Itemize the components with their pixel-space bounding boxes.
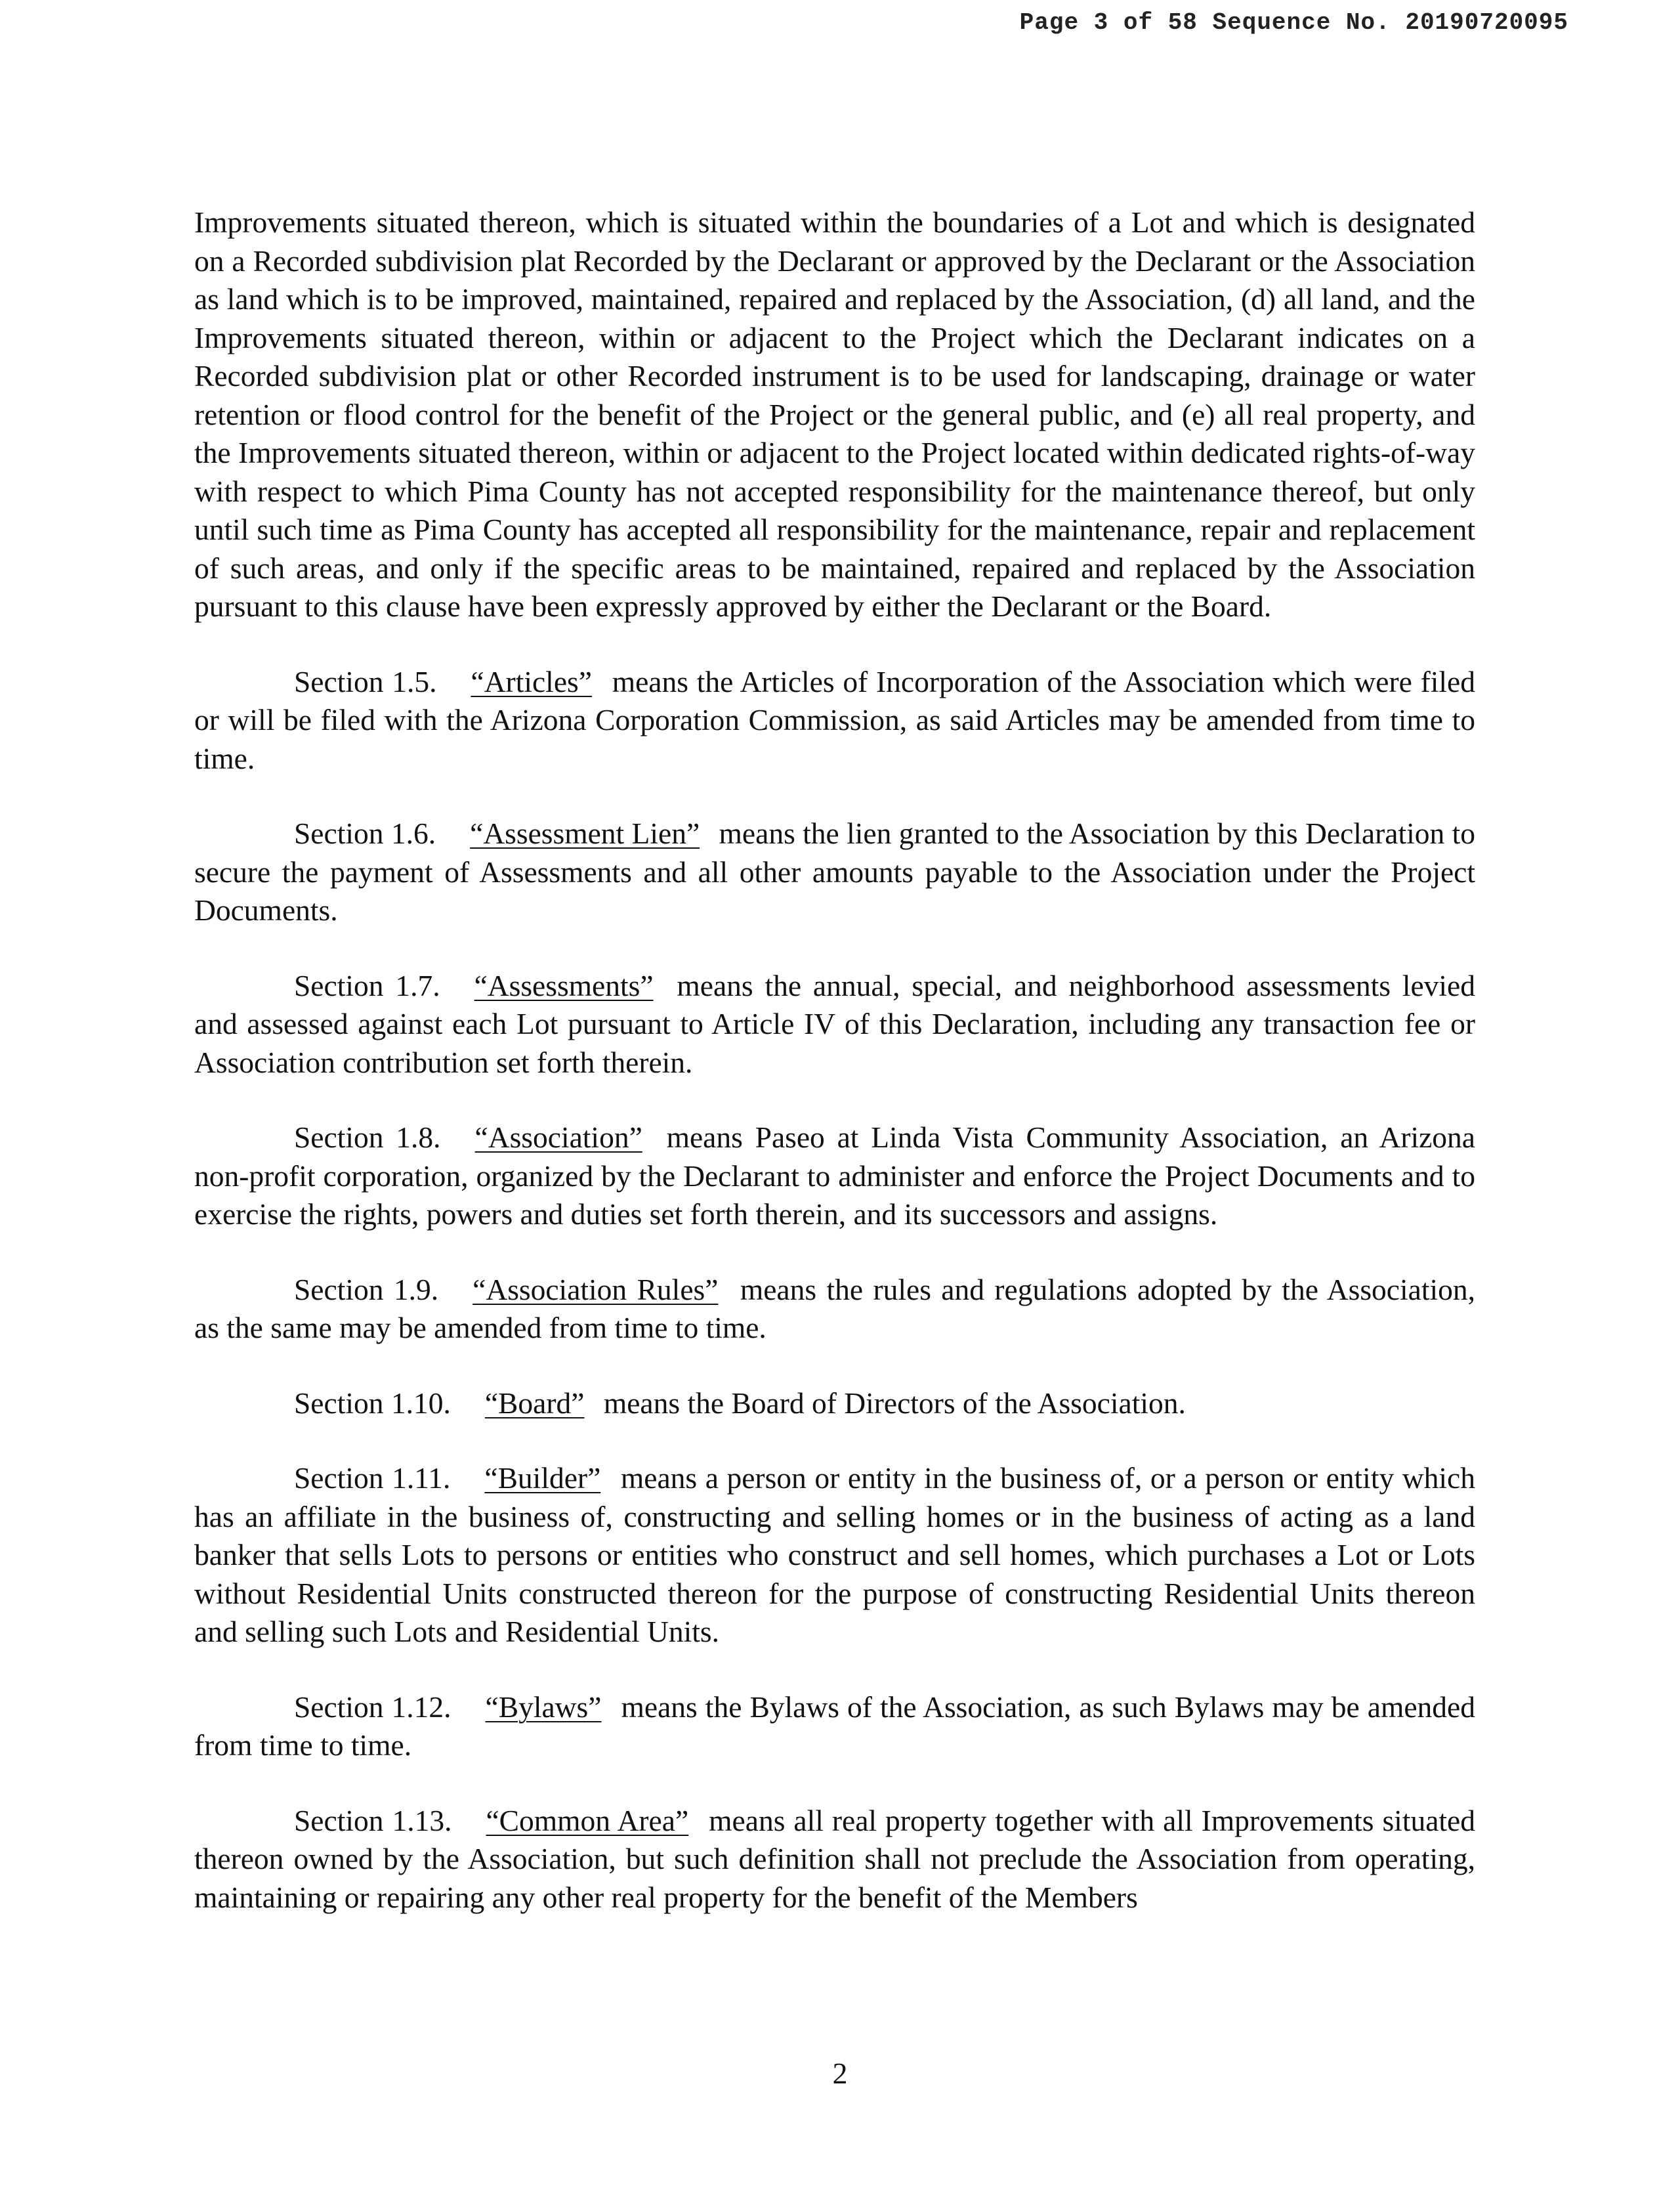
section-number: Section 1.13. bbox=[294, 1803, 452, 1837]
section-1-12 bbox=[194, 1688, 1475, 1765]
defined-term: “Common Area” bbox=[486, 1803, 689, 1837]
section-1-13 bbox=[194, 1802, 1475, 1917]
page-number: 2 bbox=[832, 2056, 848, 2090]
section-1-8 bbox=[194, 1119, 1475, 1234]
defined-term: “Board” bbox=[484, 1386, 585, 1420]
section-number: Section 1.7. bbox=[294, 968, 440, 1002]
intro-paragraph: Improvements situated thereon, which is situated within the boundaries of a Lot and which is designated on a Recorded subdivision plat Recorded by the Declarant or approved by the Declarant or the Association as land which is to be improved, maintained, repaired and replaced by the Association, (d) all land, and the Improvements situated thereon, within or adjacent to the Project which the Declarant indicates on a Recorded subdivision plat or other Recorded instrument is to be used for landscaping, drainage or water retention or flood control for the benefit of the Project or the general public, and (e) all real property, and the Improvements situated thereon, within or adjacent to the Project located within dedicated rights-of-way with respect to which Pima County has not accepted responsibility for the maintenance thereof, but only until such time as Pima County has accepted all responsibility for the maintenance, repair and replacement of such areas, and only if the specific areas to be maintained, repaired and replaced by the Association pursuant to this clause have been expressly approved by either the Declarant or the Board. bbox=[194, 205, 1475, 623]
section-1-5 bbox=[194, 663, 1475, 778]
section-1-7 bbox=[194, 967, 1475, 1082]
section-text: means a person or entity in the business of, or a person or entity which has an affiliate in the business of, constructing and selling homes or in the business of acting as a land banker that sells Lots to persons or entities who construct and sell homes, which purchases a Lot or Lots without Residential Units constructed thereon for the purpose of constructing Residential Units thereon and selling such Lots and Residential Units. bbox=[194, 1461, 1475, 1648]
defined-term: “Assessment Lien” bbox=[470, 817, 700, 850]
section-1-9 bbox=[194, 1271, 1475, 1348]
defined-term: “Association” bbox=[474, 1120, 642, 1154]
section-number: Section 1.11. bbox=[294, 1461, 451, 1495]
section-number: Section 1.10. bbox=[294, 1386, 451, 1420]
section-text: means the rules and regulations adopted by the Association, as the same may be amended from time to time. bbox=[194, 1272, 1476, 1344]
section-1-11 bbox=[194, 1459, 1475, 1652]
section-text: means the lien granted to the Association by this Declaration to secure the payment of Assessments and all other amounts payable to the Association under the Project Documents. bbox=[194, 817, 1476, 927]
section-text: means the Bylaws of the Association, as such Bylaws may be amended from time to time. bbox=[194, 1690, 1475, 1762]
section-number: Section 1.12. bbox=[294, 1690, 452, 1724]
document-body bbox=[194, 203, 1475, 1953]
defined-term: “Assessments” bbox=[474, 968, 654, 1002]
section-text: means all real property together with all Improvements situated thereon owned by the Association, but such definition shall not preclude the Association from operating, maintaining or repairing any other real property for the benefit of the Members bbox=[194, 1803, 1475, 1914]
defined-term: “Bylaws” bbox=[485, 1690, 602, 1724]
section-number: Section 1.6. bbox=[294, 817, 436, 850]
section-text: means the Articles of Incorporation of the Association which were filed or will be filed with the Arizona Corporation Commission, as said Articles may be amended from time to time. bbox=[194, 664, 1475, 775]
page-header-sequence: Page 3 of 58 Sequence No. 20190720095 bbox=[1019, 9, 1568, 36]
defined-term: “Association Rules” bbox=[472, 1272, 719, 1306]
defined-term: “Builder” bbox=[484, 1461, 601, 1495]
section-number: Section 1.9. bbox=[294, 1272, 439, 1306]
section-number: Section 1.8. bbox=[294, 1120, 441, 1154]
defined-term: “Articles” bbox=[471, 664, 592, 698]
section-1-10 bbox=[194, 1384, 1475, 1423]
section-number: Section 1.5. bbox=[294, 664, 437, 698]
section-text: means Paseo at Linda Vista Community Association, an Arizona non-profit corporation, organized by the Declarant to administer and enforce the Project Documents and to exercise the rights, powers and duties set forth therein, and its successors and assigns. bbox=[194, 1120, 1476, 1231]
section-1-6 bbox=[194, 815, 1475, 930]
section-text: means the Board of Directors of the Association. bbox=[603, 1386, 1186, 1420]
section-text: means the annual, special, and neighborhood assessments levied and assessed against each Lot pursuant to Article IV of this Declaration, including any transaction fee or Association contribution set forth therein. bbox=[194, 968, 1475, 1079]
